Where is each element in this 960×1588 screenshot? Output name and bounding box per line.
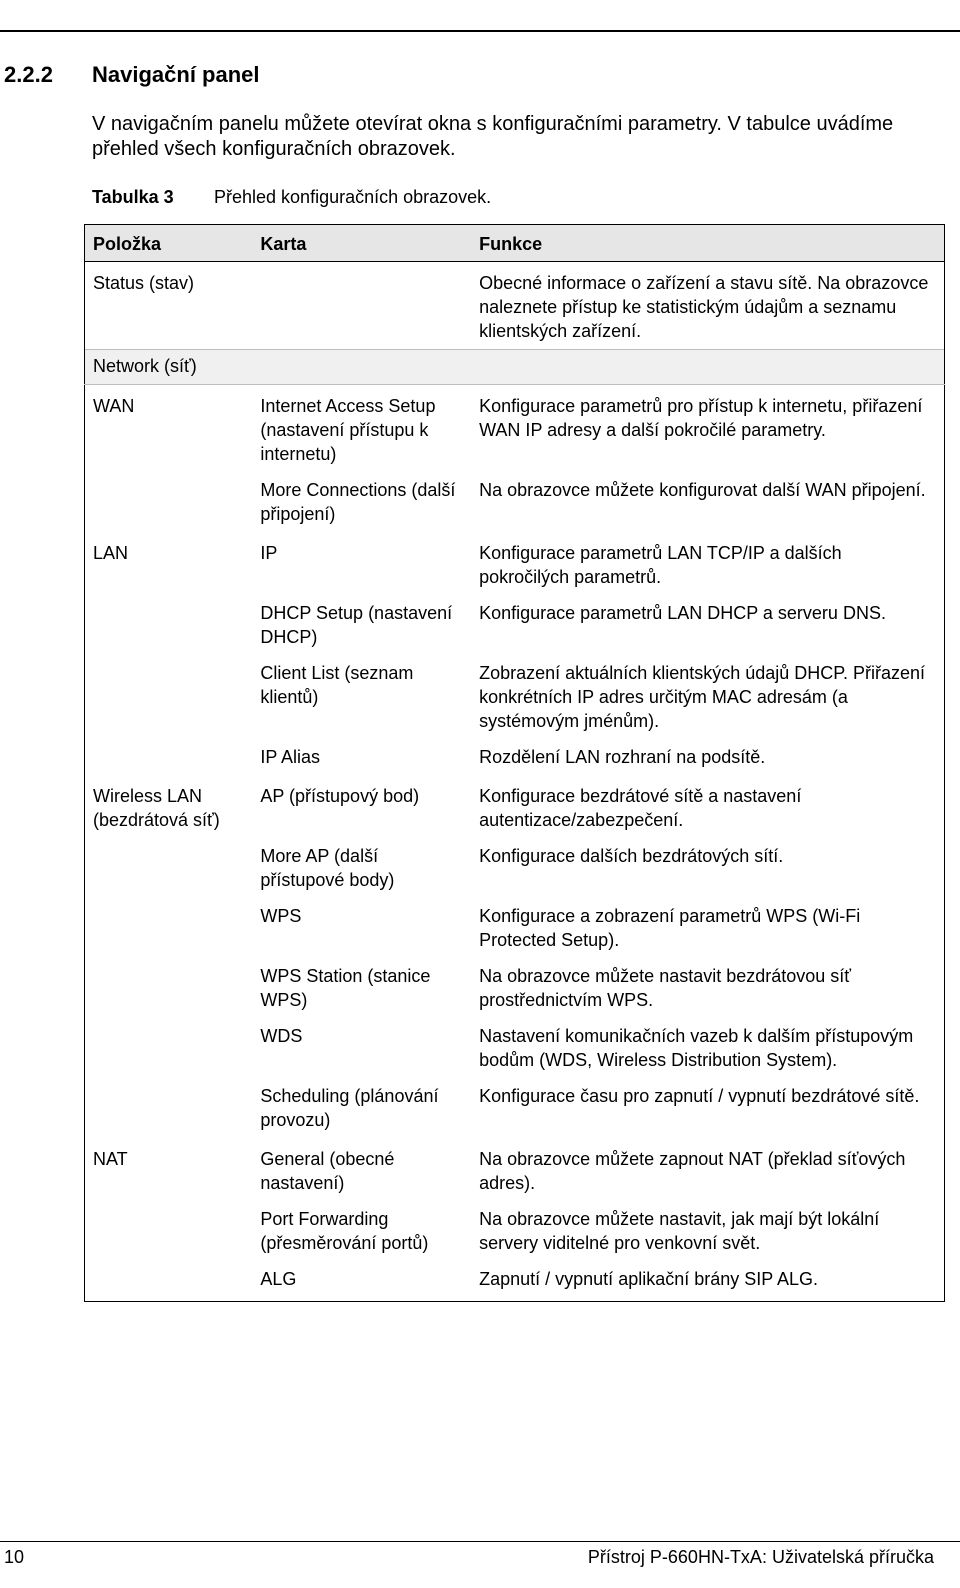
tab-cell — [252, 262, 471, 350]
table-row — [85, 1018, 945, 1078]
table-row — [85, 1201, 945, 1261]
section-number: 2.2.2 — [4, 62, 53, 87]
item-cell — [85, 1261, 253, 1302]
tab-cell: WDS — [260, 1026, 303, 1046]
item-cell — [85, 1018, 253, 1078]
header-function: Funkce — [471, 225, 944, 262]
section-heading — [4, 62, 260, 88]
tab-cell: WPS — [260, 906, 302, 926]
table-row — [85, 1138, 945, 1201]
footer-title: Přístroj P-660HN-TxA: Uživatelská příručka — [587, 1547, 934, 1567]
item-cell — [85, 655, 253, 739]
tab-cell: Internet Access Setup (nastavení přístupu k internetu) — [260, 396, 436, 464]
tab-cell: IP — [260, 543, 278, 563]
item-cell — [85, 739, 253, 775]
tab-cell: WPS Station (stanice WPS) — [260, 966, 431, 1010]
table-row — [85, 385, 945, 473]
item-cell — [85, 898, 253, 958]
footer-rule — [0, 1541, 960, 1542]
item-cell — [85, 472, 253, 532]
table-row — [85, 655, 945, 739]
item-cell — [85, 838, 253, 898]
tab-cell: ALG — [252, 1261, 471, 1302]
header-item: Položka — [85, 225, 253, 262]
item-cell: WAN — [85, 385, 253, 473]
tab-cell: More Connections (další připojení) — [260, 480, 456, 524]
item-cell — [85, 595, 253, 655]
item-cell — [85, 1201, 253, 1261]
function-cell: Na obrazovce můžete nastavit, jak mají být lokální servery viditelné pro venkovní svět. — [471, 1201, 944, 1261]
table-header-row — [85, 225, 945, 262]
table-row — [85, 1078, 945, 1138]
table-row — [85, 898, 945, 958]
function-cell: Konfigurace bezdrátové sítě a nastavení autentizace/zabezpečení. — [471, 775, 944, 838]
tab-cell: General (obecné nastavení) — [260, 1149, 395, 1193]
function-cell: Konfigurace času pro zapnutí / vypnutí bezdrátové sítě. — [471, 1078, 944, 1138]
function-cell: Konfigurace parametrů LAN DHCP a serveru DNS. — [471, 595, 944, 655]
function-cell: Rozdělení LAN rozhraní na podsítě. — [471, 739, 944, 775]
function-cell: Zobrazení aktuálních klientských údajů DHCP. Přiřazení konkrétních IP adres určitým MAC adresám (a systémovým jménům). — [471, 655, 944, 739]
function-cell: Na obrazovce můžete konfigurovat další WAN připojení. — [471, 472, 944, 532]
table-row — [85, 775, 945, 838]
section-row-label: Network (síť) — [85, 350, 945, 385]
function-cell: Zapnutí / vypnutí aplikační brány SIP ALG. — [471, 1261, 944, 1302]
section-row — [85, 350, 945, 385]
table-row — [85, 1261, 945, 1302]
function-cell: Nastavení komunikačních vazeb k dalším přístupovým bodům (WDS, Wireless Distribution System). — [471, 1018, 944, 1078]
top-rule — [0, 30, 960, 32]
function-cell: Obecné informace o zařízení a stavu sítě. Na obrazovce naleznete přístup ke statistickým údajům a seznamu klientských zařízení. — [471, 262, 944, 350]
tab-cell: Client List (seznam klientů) — [260, 663, 414, 707]
table-row — [85, 532, 945, 595]
tab-cell: More AP (další přístupové body) — [260, 846, 395, 890]
header-tab: Karta — [252, 225, 471, 262]
tab-cell: AP (přístupový bod) — [260, 786, 420, 806]
function-cell: Na obrazovce můžete nastavit bezdrátovou síť prostřednictvím WPS. — [471, 958, 944, 1018]
config-screens-table — [84, 224, 945, 1302]
caption-label: Tabulka 3 — [92, 187, 174, 207]
table-row — [85, 838, 945, 898]
caption-text: Přehled konfiguračních obrazovek. — [214, 187, 492, 207]
page-number: 10 — [4, 1547, 25, 1567]
item-cell — [85, 1078, 253, 1138]
function-cell: Konfigurace dalších bezdrátových sítí. — [471, 838, 944, 898]
item-cell: LAN — [85, 532, 253, 595]
table-caption — [92, 187, 491, 208]
intro-paragraph: V navigačním panelu můžete otevírat okna s konfiguračními parametry. V tabulce uvádíme přehled všech konfiguračních obrazovek. — [92, 113, 894, 160]
tab-cell: Port Forwarding (přesměrování portů) — [260, 1209, 429, 1253]
function-cell: Konfigurace parametrů LAN TCP/IP a dalších pokročilých parametrů. — [471, 532, 944, 595]
function-cell: Konfigurace parametrů pro přístup k internetu, přiřazení WAN IP adresy a další pokročilé parametry. — [471, 385, 944, 473]
item-cell: Status (stav) — [85, 262, 253, 350]
tab-cell: Scheduling (plánování provozu) — [260, 1086, 439, 1130]
table-row — [85, 472, 945, 532]
tab-cell: IP Alias — [260, 747, 321, 767]
item-cell: NAT — [85, 1138, 253, 1201]
section-title: Navigační panel — [92, 62, 260, 87]
item-cell — [85, 958, 253, 1018]
table-row — [85, 595, 945, 655]
function-cell: Konfigurace a zobrazení parametrů WPS (Wi-Fi Protected Setup). — [471, 898, 944, 958]
tab-cell: DHCP Setup (nastavení DHCP) — [260, 603, 453, 647]
item-cell: Wireless LAN (bezdrátová síť) — [85, 775, 253, 838]
table-row — [85, 262, 945, 350]
function-cell: Na obrazovce můžete zapnout NAT (překlad síťových adres). — [471, 1138, 944, 1201]
table-row — [85, 958, 945, 1018]
table-row — [85, 739, 945, 775]
